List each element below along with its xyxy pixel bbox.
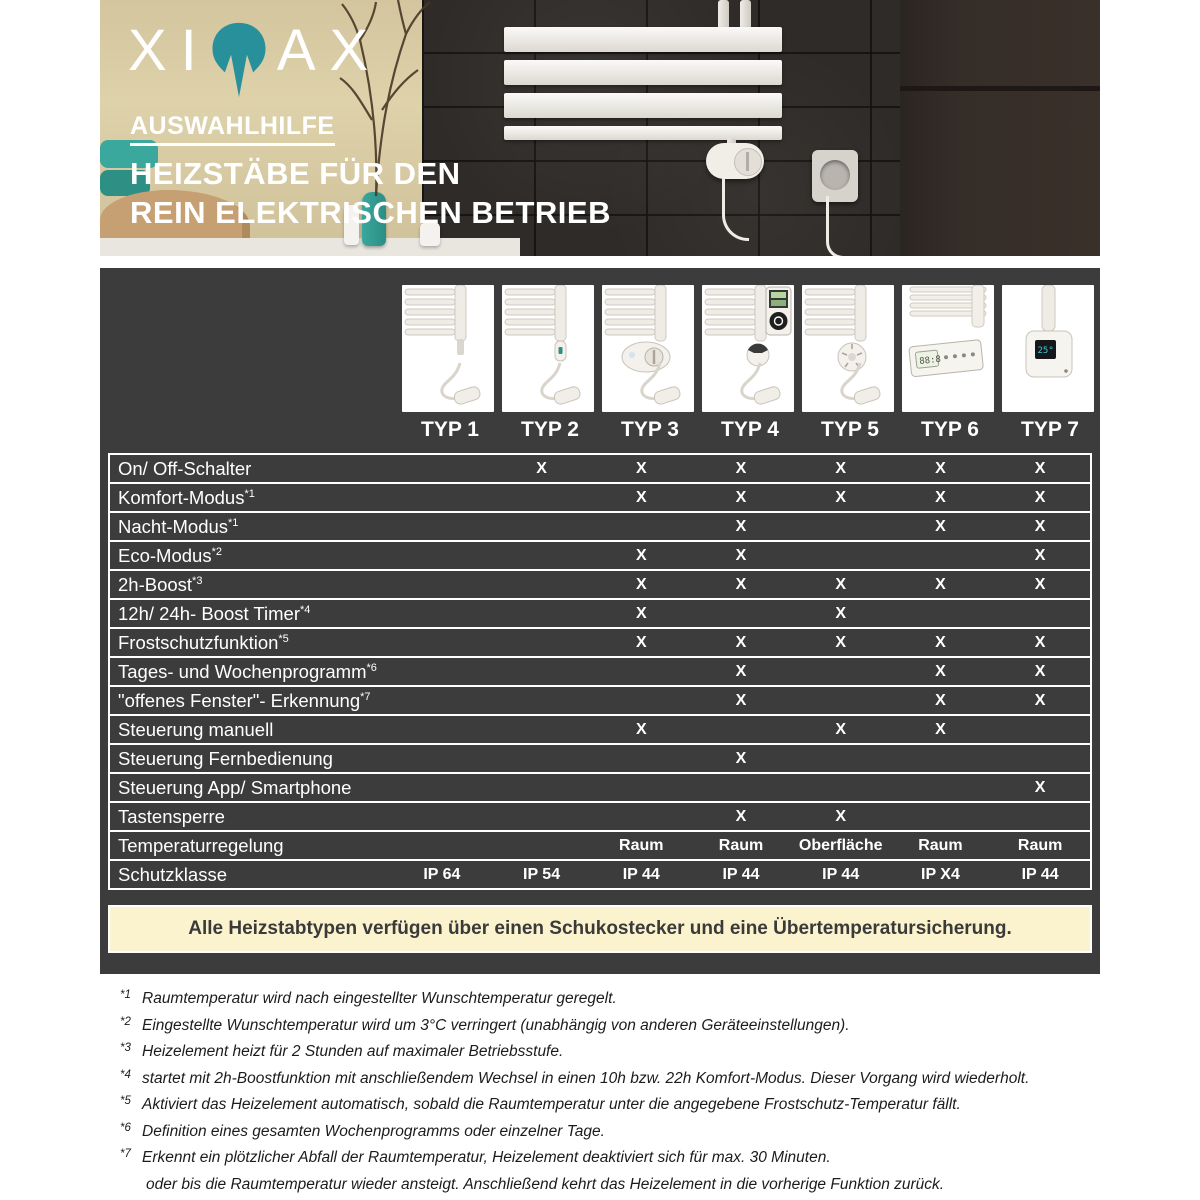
feature-cell: X [635, 575, 647, 593]
table-row [110, 658, 1090, 685]
feature-cell: X [835, 720, 847, 738]
row-label: Tastensperre [118, 805, 225, 827]
row-label: "offenes Fenster"- Erkennung$^{*7}$ [118, 689, 371, 711]
feature-cell: X [1034, 575, 1046, 593]
feature-cell: X [635, 546, 647, 564]
logo-m-icon [207, 22, 271, 98]
feature-cell: Raum [718, 836, 764, 854]
socket-hole [820, 160, 850, 190]
feature-cell: X [935, 488, 946, 506]
feature-cell: IP 64 [423, 865, 461, 883]
footnote-mark: *4 [120, 1068, 131, 1081]
row-label: Steuerung manuell [118, 718, 274, 740]
footnote-marker: *7 [360, 690, 371, 703]
product-image-t3 [602, 285, 694, 412]
footnote-marker: *4 [300, 603, 311, 616]
footnote-mark: *2 [120, 1015, 131, 1028]
feature-cell: IP 44 [622, 865, 660, 883]
table-row [110, 629, 1090, 656]
table-row [110, 455, 1090, 482]
feature-cell: X [635, 633, 647, 651]
row-label: Komfort-Modus$^{*1}$ [118, 486, 255, 508]
feature-cell: X [1034, 488, 1046, 506]
radiator-slat [504, 27, 782, 52]
row-label: Steuerung Fernbedienung [118, 747, 333, 769]
table-row [110, 861, 1090, 888]
footnote-line [120, 1172, 1100, 1199]
column-header-t2: TYP 2 [521, 418, 579, 441]
footnote-mark: *7 [120, 1148, 131, 1160]
table-row [110, 542, 1090, 569]
row-label: On/ Off-Schalter [118, 457, 252, 479]
hero-title-line1: HEIZSTÄBE FÜR DEN [130, 156, 461, 191]
radiator-pipe [740, 0, 751, 30]
footnote-text: Definition eines gesamten Wochenprogramms oder einzelner Tage. [142, 1122, 605, 1140]
column-header-t6: TYP 6 [921, 418, 979, 441]
footnote-text: Erkennt ein plötzlicher Abfall der Raumtemperatur, Heizelement deaktiviert sich für max. 30 Minuten. [142, 1149, 831, 1166]
feature-cell: IP 44 [822, 865, 860, 883]
footnote-line [120, 1066, 1100, 1093]
feature-cell: X [835, 459, 847, 477]
plug-cable [826, 196, 843, 256]
hero-kicker: AUSWAHLHILFE [130, 112, 335, 146]
feature-cell: X [1034, 691, 1046, 709]
footnote-text: Eingestellte Wunschtemperatur wird um 3°C verringert (unabhängig von anderen Geräteeinstellungen). [142, 1016, 850, 1034]
feature-cell: X [735, 459, 747, 477]
feature-cell: Raum [1017, 836, 1063, 854]
feature-cell: IP 54 [523, 865, 561, 883]
feature-cell: X [935, 691, 946, 709]
hero-title [130, 154, 611, 232]
footnote-text: Raumtemperatur wird nach eingestellter Wunschtemperatur geregelt. [142, 990, 617, 1007]
feature-cell: X [635, 720, 647, 738]
hero-title-line2: REIN ELEKTRISCHEN BETRIEB [130, 195, 611, 230]
feature-cell: X [635, 604, 647, 622]
feature-cell: X [935, 720, 946, 738]
row-label: 12h/ 24h- Boost Timer$^{*4}$ [118, 602, 311, 624]
feature-cell: X [835, 633, 847, 651]
feature-cell: Raum [918, 836, 963, 854]
feature-cell: X [735, 662, 747, 680]
footnote-mark: *5 [120, 1095, 131, 1107]
feature-cell: X [635, 459, 647, 477]
footnote-line [120, 1013, 1100, 1040]
footnote-marker: *1 [244, 487, 255, 500]
footnote-line [120, 1092, 1100, 1119]
row-label: Tages- und Wochenprogramm$^{*6}$ [118, 660, 377, 682]
feature-cell: X [835, 488, 847, 506]
table-row [110, 774, 1090, 801]
table-row [110, 513, 1090, 540]
footnote-marker: *5 [278, 632, 289, 645]
footnote-text: Aktiviert das Heizelement automatisch, sobald die Raumtemperatur unter die angegebene Frostschutz-Temperatur fällt. [142, 1096, 961, 1113]
hero-image [100, 0, 1100, 256]
footnote-line [120, 1039, 1100, 1066]
row-label: Steuerung App/ Smartphone [118, 776, 352, 798]
footnote-marker: *1 [228, 516, 239, 529]
feature-cell: X [735, 691, 747, 709]
feature-cell: X [935, 575, 946, 593]
footnote-text: oder bis die Raumtemperatur wieder ansteigt. Anschließend kehrt das Heizelement in die vorherige Funktion zurück. [146, 1175, 945, 1193]
row-label: Schutzklasse [118, 863, 227, 885]
feature-cell: IP X4 [921, 865, 960, 883]
hero-cabinet [900, 0, 1100, 256]
column-header-t7: TYP 7 [1021, 418, 1079, 441]
logo-text-right: AX [276, 18, 383, 83]
column-header-t3: TYP 3 [621, 418, 679, 441]
radiator-pipe [718, 0, 729, 30]
product-image-t7 [1002, 285, 1094, 412]
heating-element [706, 143, 764, 179]
row-label: Frostschutzfunktion$^{*5}$ [118, 631, 289, 653]
row-label: Eco-Modus$^{*2}$ [118, 544, 222, 566]
table-row [110, 600, 1090, 627]
feature-cell: X [935, 517, 946, 535]
footnote-line [120, 1119, 1100, 1146]
feature-cell: X [935, 633, 946, 651]
feature-matrix [108, 453, 1092, 890]
product-image-t5 [802, 285, 894, 412]
ximax-logo [128, 18, 383, 98]
column-header-t5: TYP 5 [821, 418, 879, 441]
feature-cell: X [735, 546, 747, 564]
table-row [110, 571, 1090, 598]
feature-cell: X [735, 517, 747, 535]
product-image-t6 [902, 285, 994, 412]
feature-cell: X [735, 633, 747, 651]
row-label: 2h-Boost$^{*3}$ [118, 573, 203, 595]
feature-cell: X [735, 488, 747, 506]
feature-cell: X [635, 488, 647, 506]
table-surface [100, 238, 520, 256]
feature-cell: X [1034, 517, 1046, 535]
footnote-marker: *6 [366, 661, 377, 674]
footnotes [120, 986, 1100, 1198]
footnote-marker: *3 [192, 574, 203, 587]
comparison-table [100, 268, 1100, 974]
info-banner [108, 905, 1092, 953]
table-row [110, 745, 1090, 772]
feature-cell: Oberfläche [798, 836, 883, 854]
product-image-t4 [702, 285, 794, 412]
feature-cell: X [735, 749, 747, 767]
hero-title-block [130, 112, 611, 232]
svg-text:88:8: 88:8 [918, 354, 942, 367]
row-label: Temperaturregelung [118, 834, 284, 856]
logo-text-left: XI [128, 18, 211, 83]
footnote-mark: *6 [120, 1121, 131, 1134]
column-header-t1: TYP 1 [421, 418, 479, 441]
feature-cell: X [1034, 546, 1046, 564]
product-image-t2 [502, 285, 594, 412]
wall-socket [812, 150, 858, 202]
footnote-marker: *2 [211, 545, 222, 558]
svg-text:25°: 25° [1037, 346, 1054, 356]
table-row [110, 832, 1090, 859]
feature-cell: X [1034, 778, 1046, 796]
feature-cell: X [835, 604, 847, 622]
footnote-mark: *1 [120, 989, 131, 1001]
footnote-mark: *3 [120, 1042, 131, 1054]
footnote-text: startet mit 2h-Boostfunktion mit anschließendem Wechsel in einen 10h bzw. 22h Komfort-Modus. Dieser Vorgang wird wiederholt. [142, 1069, 1030, 1087]
element-dial-icon [734, 148, 762, 176]
column-header-t4: TYP 4 [721, 418, 779, 441]
radiator-slat [504, 60, 782, 85]
feature-cell: X [935, 662, 946, 680]
table-row [110, 484, 1090, 511]
feature-cell: X [735, 575, 747, 593]
row-label: Nacht-Modus$^{*1}$ [118, 515, 239, 537]
feature-cell: X [1034, 633, 1046, 651]
feature-cell: X [1034, 459, 1046, 477]
footnote-line [120, 1145, 1100, 1172]
table-row [110, 803, 1090, 830]
feature-cell: X [835, 575, 847, 593]
feature-cell: X [1034, 662, 1046, 680]
feature-cell: X [536, 459, 547, 477]
product-image-t1 [402, 285, 494, 412]
footnote-line [120, 986, 1100, 1013]
table-row [110, 687, 1090, 714]
info-banner-text: Alle Heizstabtypen verfügen über einen Schukostecker und eine Übertemperatursicherung. [188, 918, 1012, 939]
feature-cell: IP 44 [1021, 865, 1059, 883]
feature-cell: X [935, 459, 946, 477]
feature-cell: IP 44 [722, 865, 760, 883]
feature-cell: X [835, 807, 847, 825]
feature-cell: X [735, 807, 747, 825]
hero-cabinet-seam [900, 86, 1100, 91]
feature-cell: Raum [619, 836, 664, 854]
footnote-text: Heizelement heizt für 2 Stunden auf maximaler Betriebsstufe. [142, 1043, 564, 1060]
table-row [110, 716, 1090, 743]
